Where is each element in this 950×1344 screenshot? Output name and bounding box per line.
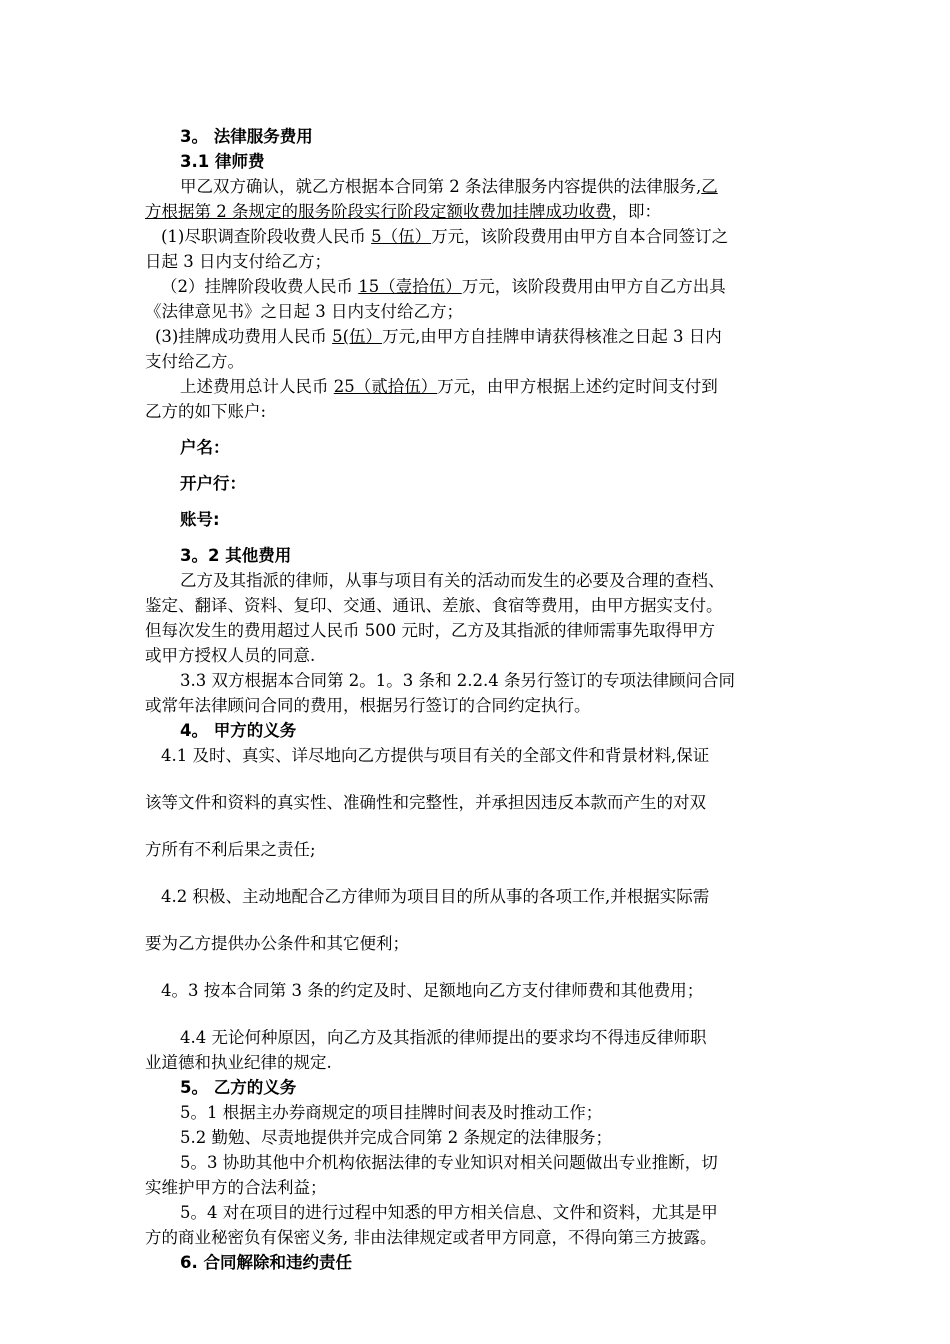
clause-4-4-line: 4.4 无论何种原因，向乙方及其指派的律师提出的要求均不得违反律师职 <box>180 1028 707 1047</box>
paragraph-3-2-line: 乙方及其指派的律师，从事与项目有关的活动而发生的必要及合理的查档、 <box>180 571 725 590</box>
section-6-heading: 6. 合同解除和违约责任 <box>180 1253 352 1272</box>
section-4-heading: 4。 甲方的义务 <box>180 721 297 740</box>
text-run: (1)尽职调查阶段收费人民币 <box>161 227 372 246</box>
clause-4-3-line: 4。3 按本合同第 3 条的约定及时、足额地向乙方支付律师费和其他费用； <box>161 981 704 1000</box>
clause-5-4-line: 方的商业秘密负有保密义务, 非由法律规定或者甲方同意，不得向第三方披露。 <box>145 1228 717 1247</box>
text-run: 万元，该阶段费用由甲方自本合同签订之 <box>431 227 729 246</box>
section-3-heading: 3。 法律服务费用 <box>180 127 313 146</box>
text-run: 万元,由甲方自挂牌申请获得核准之日起 3 日内 <box>382 327 722 346</box>
paragraph-3-2-line: 鉴定、翻译、资料、复印、交通、通讯、差旅、食宿等费用，由甲方据实支付。 <box>145 596 723 615</box>
fee-item-3-line: 支付给乙方。 <box>145 352 244 371</box>
account-bank-label: 开户行： <box>180 474 246 493</box>
fee-item-2-line <box>145 274 810 299</box>
paragraph-3-1-line <box>145 174 810 199</box>
underlined-text: 方根据第 2 条规定的服务阶段实行阶段定额收费加挂牌成功收费 <box>145 202 612 221</box>
paragraph-3-3-line: 3.3 双方根据本合同第 2。1。3 条和 2.2.4 条另行签订的专项法律顾问合同 <box>180 671 735 690</box>
fee-amount: 5（伍） <box>371 227 432 246</box>
fee-item-1-line: 日起 3 日内支付给乙方； <box>145 252 331 271</box>
fee-amount: 5(伍） <box>332 327 383 346</box>
clause-5-3-line: 5。3 协助其他中介机构依据法律的专业知识对相关问题做出专业推断，切 <box>180 1153 718 1172</box>
fee-amount: 15（壹拾伍） <box>358 277 462 296</box>
clause-4-1-line: 方所有不利后果之责任; <box>145 840 316 859</box>
text-run: （2）挂牌阶段收费人民币 <box>161 277 359 296</box>
fee-item-3-line <box>145 324 810 349</box>
clause-4-2-line: 4.2 积极、主动地配合乙方律师为项目目的所从事的各项工作,并根据实际需 <box>161 887 710 906</box>
paragraph-3-3-line: 或常年法律顾问合同的费用，根据另行签订的合同约定执行。 <box>145 696 591 715</box>
clause-5-3-line: 实维护甲方的合法利益； <box>145 1178 327 1197</box>
clause-5-1: 5。1 根据主办券商规定的项目挂牌时间表及时推动工作； <box>180 1103 603 1122</box>
text-run: ，即： <box>611 202 661 221</box>
paragraph-3-1-line <box>145 199 810 224</box>
clause-5-2: 5.2 勤勉、尽责地提供并完成合同第 2 条规定的法律服务； <box>180 1128 612 1147</box>
paragraph-3-2-line: 但每次发生的费用超过人民币 500 元时，乙方及其指派的律师需事先取得甲方 <box>145 621 715 640</box>
underlined-text: 乙 <box>701 177 718 196</box>
fee-total-line <box>145 374 810 399</box>
text-run: (3)挂牌成功费用人民币 <box>155 327 333 346</box>
fee-item-2-line: 《法律意见书》之日起 3 日内支付给乙方； <box>145 302 463 321</box>
fee-total-line: 乙方的如下账户: <box>145 402 267 421</box>
clause-4-2-line: 要为乙方提供办公条件和其它便利； <box>145 934 409 953</box>
text-run: 万元，由甲方根据上述约定时间支付到 <box>437 377 718 396</box>
document-body <box>145 124 810 1275</box>
clause-4-1-line: 该等文件和资料的真实性、准确性和完整性，并承担因违反本款而产生的对双 <box>145 793 706 812</box>
fee-item-1-line <box>145 224 810 249</box>
text-run: 万元，该阶段费用由甲方自乙方出具 <box>461 277 726 296</box>
text-run: 上述费用总计人民币 <box>180 377 334 396</box>
paragraph-3-2-line: 或甲方授权人员的同意. <box>145 646 316 665</box>
clause-4-4-line: 业道德和执业纪律的规定. <box>145 1053 332 1072</box>
text-run: 甲乙双方确认，就乙方根据本合同第 2 条法律服务内容提供的法律服务, <box>180 177 702 196</box>
section-5-heading: 5。 乙方的义务 <box>180 1078 297 1097</box>
account-number-label: 账号: <box>180 510 220 529</box>
fee-amount: 25（贰拾伍） <box>333 377 438 396</box>
clause-5-4-line: 5。4 对在项目的进行过程中知悉的甲方相关信息、文件和资料，尤其是甲 <box>180 1203 718 1222</box>
section-3-2-heading: 3。2 其他费用 <box>180 546 292 565</box>
section-3-1-heading: 3.1 律师费 <box>180 152 265 171</box>
clause-4-1-line: 4.1 及时、真实、详尽地向乙方提供与项目有关的全部文件和背景材料,保证 <box>161 746 710 765</box>
account-name-label: 户名： <box>180 438 230 457</box>
